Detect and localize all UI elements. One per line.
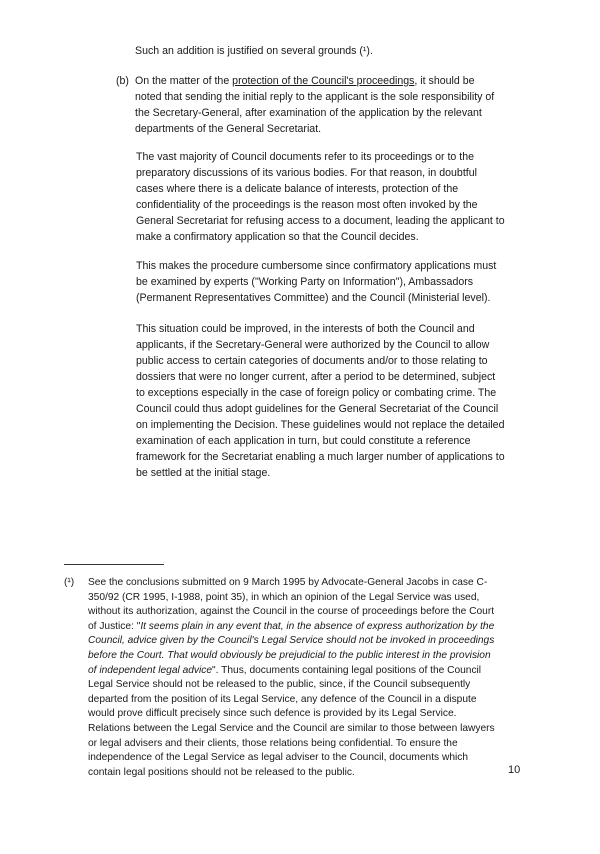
text-span: of Justice: " — [88, 620, 141, 632]
footnote-body — [88, 576, 584, 780]
text-line: contain legal positions should not be released to the public. — [88, 766, 355, 778]
text-line: make a confirmatory application so that the Council decides. — [136, 231, 419, 243]
text-line — [88, 620, 584, 635]
text-line: Relations between the Legal Service and the Council are similar to those between lawyers — [88, 722, 495, 734]
text-line: preparatory discussions of its various bodies. For that reason, in doubtful — [136, 167, 477, 179]
lead-sentence: Such an addition is justified on several grounds (¹). — [135, 45, 373, 57]
text-line: on implementing the Decision. These guidelines would not replace the detailed — [136, 419, 505, 431]
text-line: be examined by experts ("Working Party on Information"), Ambassadors — [136, 276, 474, 288]
text-span: , it should be — [414, 75, 475, 87]
quotation-line: before the Court. That would obviously be prejudicial to the public interest in the provision — [88, 649, 491, 661]
text-line: be settled at the initial stage. — [136, 467, 271, 479]
text-line — [88, 664, 584, 679]
text-span: On the matter of the — [135, 75, 233, 87]
text-line: (Permanent Representatives Committee) and the Council (Ministerial level). — [136, 292, 491, 304]
list-item-label: (b) — [116, 75, 129, 87]
text-line: cases where there is a delicate balance of interests, protection of the — [136, 183, 459, 195]
footnote-marker: (¹) — [64, 577, 75, 588]
text-line: public access to certain categories of documents and/or to those relating to — [136, 355, 488, 367]
text-line: Council could thus adopt guidelines for the General Secretariat of the Council — [136, 403, 499, 415]
text-line: dossiers that were no longer current, after a period to be determined, subject — [136, 371, 496, 383]
text-line: departments of the General Secretariat. — [135, 123, 322, 135]
paragraph-cumbersome — [136, 258, 576, 306]
text-line: This situation could be improved, in the interests of both the Council and — [136, 323, 475, 335]
quotation-line: Council, advice given by the Council's Legal Service should not be invoked in proceedings — [88, 635, 495, 647]
text-line: confidentiality of the proceedings is the reason most often invoked by the — [136, 199, 478, 211]
text-line: examination of each application in turn, but could constitute a reference — [136, 435, 471, 447]
quotation: of independent legal advice — [88, 664, 213, 676]
list-item-body — [135, 73, 575, 137]
text-line: General Secretariat for refusing access to a document, leading the applicant to — [136, 215, 505, 227]
text-line: would prove difficult precisely since such defence is provided by its Legal Service. — [88, 708, 457, 720]
text-line: framework for the Secretariat enabling a much larger number of applications to — [136, 451, 505, 463]
text-line: The vast majority of Council documents refer to its proceedings or to the — [136, 151, 474, 163]
quotation: It seems plain in any event that, in the absence of express authorization by the — [140, 620, 495, 632]
text-line: without its authorization, against the Council in the course of proceedings before the Court — [88, 606, 495, 618]
text-span: ". Thus, documents containing legal positions of the Council — [212, 664, 482, 676]
paragraph-majority — [136, 149, 576, 245]
text-line: independence of the Legal Service as legal adviser to the Council, documents which — [88, 752, 469, 764]
text-line: Legal Service should not be released to the public, since, if the Council subsequently — [88, 679, 471, 691]
text-line: departed from the position of its Legal Service, any defence of the Council in a dispute — [88, 693, 477, 705]
footnote-separator — [64, 564, 164, 565]
page-number: 10 — [508, 764, 521, 776]
text-line — [135, 73, 575, 89]
text-line: noted that sending the initial reply to the applicant is the sole responsibility of — [135, 91, 495, 103]
text-line: or legal advisers and their clients, those relations being confidential. To ensure the — [88, 737, 458, 749]
text-line: to exceptions especially in the case of foreign policy or combating crime. The — [136, 387, 497, 399]
text-line: the Secretary-General, after examination of the application by the relevant — [135, 107, 482, 119]
text-line: applicants, if the Secretary-General were authorized by the Council to allow — [136, 339, 490, 351]
text-line: 350/92 (CR 1995, I-1988, point 35), in which an opinion of the Legal Service was used, — [88, 591, 480, 603]
text-line: See the conclusions submitted on 9 March 1995 by Advocate-General Jacobs in case C- — [88, 577, 488, 588]
underlined-phrase: protection of the Council's proceedings — [232, 75, 415, 87]
text-line: This makes the procedure cumbersome since confirmatory applications must — [136, 260, 497, 272]
paragraph-improvement — [136, 321, 576, 481]
